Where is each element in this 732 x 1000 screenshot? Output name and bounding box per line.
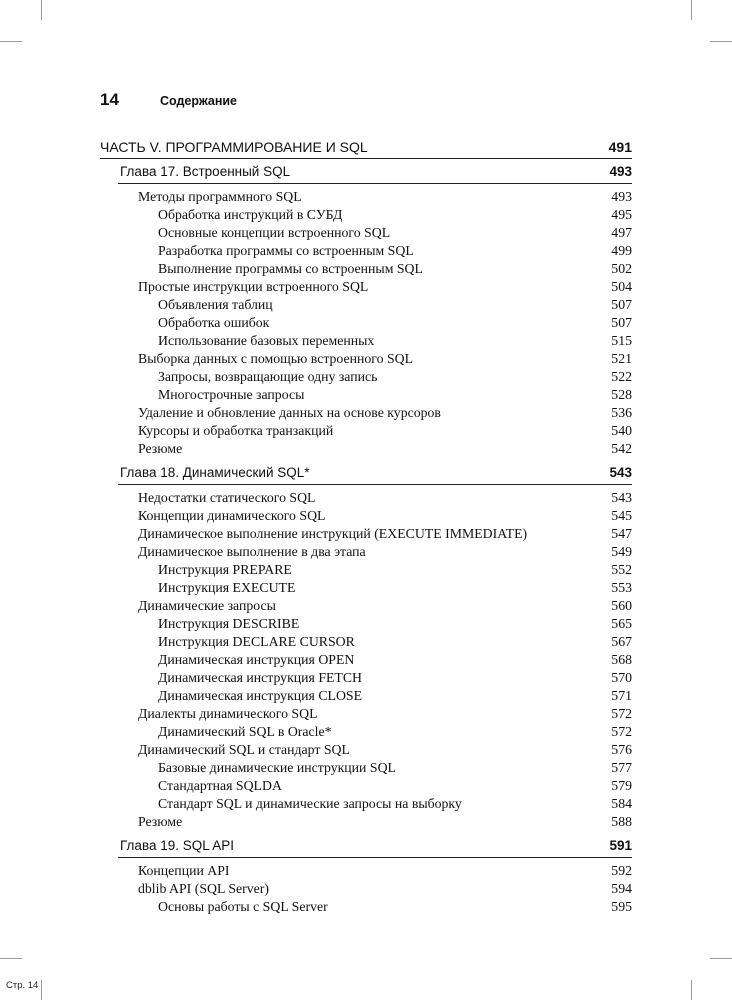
toc-entry-page: 588 (611, 814, 632, 829)
toc-entry[interactable] (100, 332, 632, 350)
toc-entry-page: 497 (611, 225, 632, 240)
toc-entry-title: Динамический SQL и стандарт SQL (138, 742, 350, 757)
toc-chapter-page: 591 (609, 838, 632, 853)
toc-entry[interactable] (100, 813, 632, 831)
toc-entry[interactable] (100, 188, 632, 206)
toc-entry-title: Методы программного SQL (138, 189, 302, 204)
toc-entry[interactable] (100, 633, 632, 651)
toc-chapter-title: Глава 19. SQL API (120, 838, 235, 853)
toc-entry-title: Основы работы с SQL Server (158, 899, 328, 914)
toc-entry-page: 507 (611, 297, 632, 312)
toc-entry[interactable] (100, 350, 632, 368)
crop-mark-left-bottom (0, 958, 22, 959)
toc-entry-title: Динамическая инструкция OPEN (158, 652, 355, 667)
toc-entry-title: Динамический SQL в Oracle* (158, 724, 332, 739)
toc-chapter-page: 493 (609, 164, 632, 179)
toc-entry-title: Простые инструкции встроенного SQL (138, 279, 369, 294)
toc-entry[interactable] (100, 314, 632, 332)
toc-entry-page: 495 (611, 207, 632, 222)
toc-entry-title: Инструкция DESCRIBE (158, 616, 300, 631)
toc-entry-page: 560 (611, 598, 632, 613)
toc-entry[interactable] (100, 404, 632, 422)
toc-entry-page: 567 (611, 634, 632, 649)
toc-entry-page: 595 (611, 899, 632, 914)
toc-entry-title: Недостатки статического SQL (138, 490, 316, 505)
toc-entry[interactable] (100, 543, 632, 561)
toc-entry[interactable] (100, 278, 632, 296)
toc-entry-title: Концепции API (138, 863, 230, 878)
toc-entry-page: 592 (611, 863, 632, 878)
toc-entry-title: Обработка ошибок (158, 315, 270, 330)
running-title: Содержание (160, 94, 238, 108)
toc-entry-page: 540 (611, 423, 632, 438)
toc-entry-title: Инструкция PREPARE (158, 562, 292, 577)
toc-entry[interactable] (100, 296, 632, 314)
toc-entry-title: Разработка программы со встроенным SQL (158, 243, 414, 258)
toc-chapter-heading[interactable] (118, 835, 632, 858)
toc-entry-page: 547 (611, 526, 632, 541)
crop-mark-right-bottom (710, 958, 732, 959)
toc-entry-page: 572 (611, 706, 632, 721)
toc-entry-page: 584 (611, 796, 632, 811)
toc-entry[interactable] (100, 687, 632, 705)
toc-entry[interactable] (100, 651, 632, 669)
toc-entry-page: 493 (611, 189, 632, 204)
toc-entry-page: 543 (611, 490, 632, 505)
toc-entry[interactable] (100, 862, 632, 880)
toc-entry-page: 545 (611, 508, 632, 523)
toc-entry[interactable] (100, 386, 632, 404)
toc-chapter-heading[interactable] (118, 161, 632, 184)
toc-entry-title: Инструкция DECLARE CURSOR (158, 634, 355, 649)
crop-mark-left-top (0, 41, 22, 42)
toc-entry-page: 572 (611, 724, 632, 739)
toc-entry[interactable] (100, 723, 632, 741)
toc-entry-title: Динамические запросы (138, 598, 276, 613)
toc-entry-page: 594 (611, 881, 632, 896)
toc-entry[interactable] (100, 741, 632, 759)
toc-entry-title: Основные концепции встроенного SQL (158, 225, 391, 240)
toc-entry-title: Динамическое выполнение в два этапа (138, 544, 366, 559)
toc-entry[interactable] (100, 489, 632, 507)
toc-entry-title: Диалекты динамического SQL (138, 706, 318, 721)
toc-entry-title: dblib API (SQL Server) (138, 881, 269, 896)
toc-entry-title: Удаление и обновление данных на основе курсоров (138, 405, 441, 420)
toc-entry-page: 568 (611, 652, 632, 667)
toc-chapter-title: Глава 17. Встроенный SQL (120, 164, 291, 179)
toc-entry-title: Резюме (138, 814, 183, 829)
toc-entry-page: 521 (611, 351, 632, 366)
toc-entry-page: 570 (611, 670, 632, 685)
toc-entry[interactable] (100, 206, 632, 224)
crop-mark-bottom-right (691, 980, 692, 1000)
toc-entry-title: Использование базовых переменных (158, 333, 375, 348)
crop-mark-right-top (710, 41, 732, 42)
toc-entry[interactable] (100, 615, 632, 633)
toc-entry-title: Выборка данных с помощью встроенного SQL (138, 351, 414, 366)
toc-entry[interactable] (100, 422, 632, 440)
toc-entry-title: Концепции динамического SQL (138, 508, 326, 523)
toc-entry-page: 571 (611, 688, 632, 703)
toc-chapter-title: Глава 18. Динамический SQL* (120, 465, 310, 480)
toc-entry-page: 579 (611, 778, 632, 793)
toc-entry-title: Стандартная SQLDA (158, 778, 282, 793)
toc-entry-page: 504 (611, 279, 632, 294)
toc-entry-title: Базовые динамические инструкции SQL (158, 760, 396, 775)
toc-entry-title: Динамическое выполнение инструкций (EXECUTE IMMEDIATE) (138, 526, 528, 541)
toc-entry[interactable] (100, 597, 632, 615)
toc-entry[interactable] (100, 705, 632, 723)
toc-entry-page: 542 (611, 441, 632, 456)
toc-entry[interactable] (100, 224, 632, 242)
toc-entry-title: Объявления таблиц (158, 297, 273, 312)
toc-entry-page: 549 (611, 544, 632, 559)
toc-entry-page: 576 (611, 742, 632, 757)
toc-entry-title: Выполнение программы со встроенным SQL (158, 261, 423, 276)
toc-entry[interactable] (100, 242, 632, 260)
toc-entry[interactable] (100, 669, 632, 687)
toc-entry[interactable] (100, 777, 632, 795)
toc-entry[interactable] (100, 260, 632, 278)
toc-entry-title: Обработка инструкций в СУБД (158, 207, 343, 222)
crop-mark-top-right (691, 0, 692, 20)
toc-entry[interactable] (100, 579, 632, 597)
toc-entry-page: 577 (611, 760, 632, 775)
toc-entry[interactable] (100, 880, 632, 898)
toc-entry[interactable] (100, 525, 632, 543)
toc-entry-title: Резюме (138, 441, 183, 456)
page-number: 14 (100, 90, 119, 109)
toc-entry[interactable] (100, 759, 632, 777)
toc-entry[interactable] (100, 440, 632, 458)
toc-part-heading[interactable] (100, 136, 632, 159)
toc-entry[interactable] (100, 368, 632, 386)
toc-entry-page: 536 (611, 405, 632, 420)
toc-entry-title: Инструкция EXECUTE (158, 580, 296, 595)
toc-entry-page: 515 (611, 333, 632, 348)
toc-entry-page: 499 (611, 243, 632, 258)
toc-entry-page: 528 (611, 387, 632, 402)
toc-entry-page: 552 (611, 562, 632, 577)
crop-mark-top-left (41, 0, 42, 20)
toc-chapter-page: 543 (609, 465, 632, 480)
crop-mark-bottom-left (41, 980, 42, 1000)
page-footer: Стр. 14 (6, 980, 39, 991)
toc-entry-title: Запросы, возвращающие одну запись (158, 369, 378, 384)
toc-entry-title: Динамическая инструкция FETCH (158, 670, 363, 685)
toc-entry-page: 522 (611, 369, 632, 384)
toc-entry-title: Стандарт SQL и динамические запросы на выборку (158, 796, 462, 811)
toc-entry-page: 553 (611, 580, 632, 595)
toc-part-page: 491 (608, 139, 632, 155)
toc-entry-page: 507 (611, 315, 632, 330)
toc-entry-page: 565 (611, 616, 632, 631)
table-of-contents (100, 136, 632, 916)
toc-entry[interactable] (100, 795, 632, 813)
toc-entry[interactable] (100, 561, 632, 579)
toc-entry-title: Многострочные запросы (158, 387, 305, 402)
toc-entry[interactable] (100, 898, 632, 916)
toc-part-title: ЧАСТЬ V. ПРОГРАММИРОВАНИЕ И SQL (100, 139, 368, 155)
toc-chapter-heading[interactable] (118, 462, 632, 485)
toc-entry-page: 502 (611, 261, 632, 276)
toc-entry[interactable] (100, 507, 632, 525)
toc-entry-title: Динамическая инструкция CLOSE (158, 688, 363, 703)
toc-entry-title: Курсоры и обработка транзакций (138, 423, 334, 438)
